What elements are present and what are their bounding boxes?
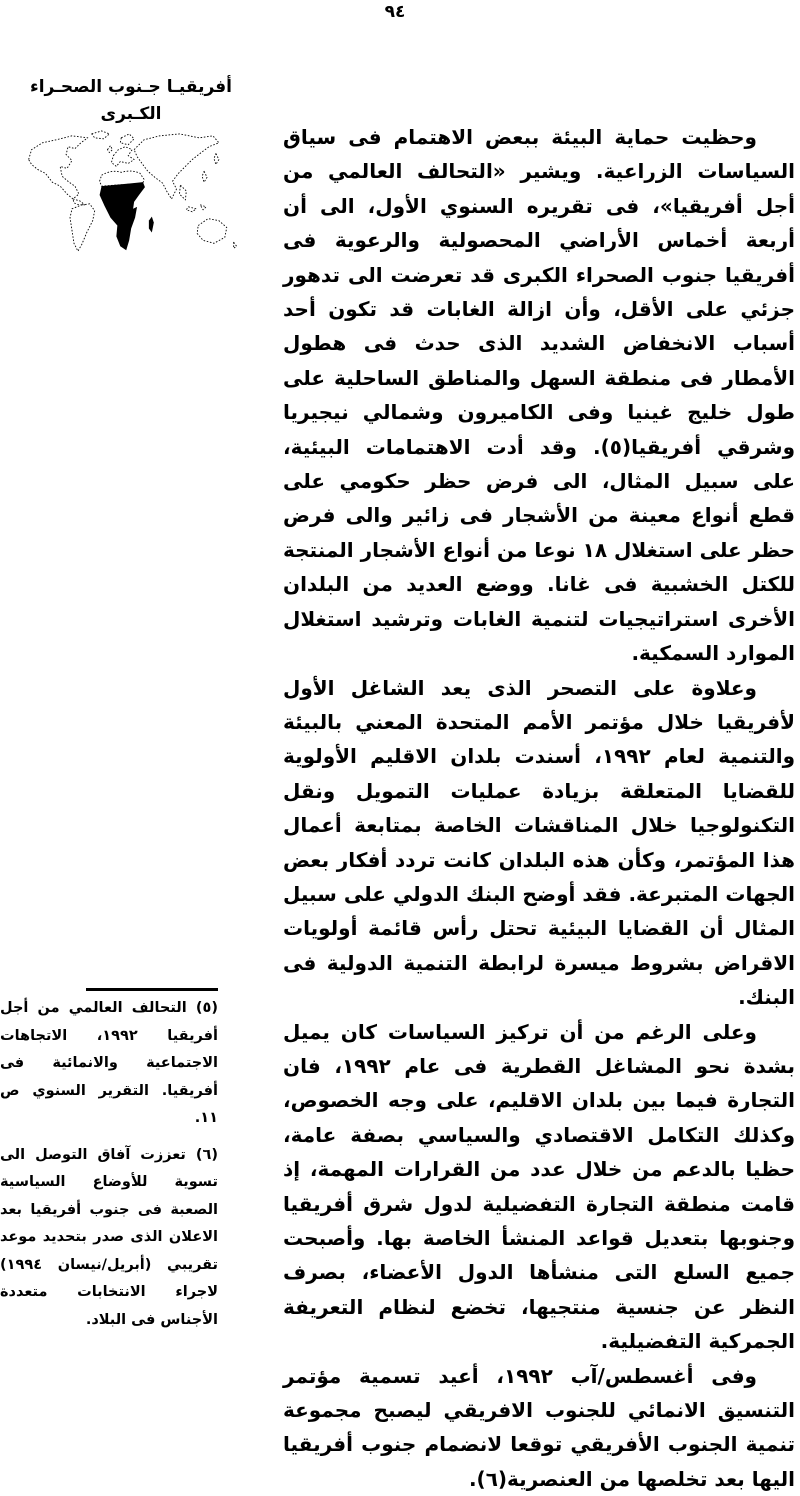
- world-map-subsaharan-africa-icon: [22, 126, 260, 264]
- page-number: ٩٤: [384, 2, 406, 22]
- footnotes-block: [0, 988, 222, 1343]
- footnote-5: (٥) التحالف العالمي من أجل أفريقيا ١٩٩٢، الاتجاهات الاجتماعية والانمائية فى أفريقيا. التقرير السنوي ص ١١.: [0, 1000, 219, 1126]
- paragraph-environment: وحظيت حماية البيئة ببعض الاهتمام فى سياق السياسات الزراعية. ويشير «التحالف العالمي من أجل أفريقيا»، فى تقريره السنوي الأول، الى أن أربعة أخماس الأراضي المحصولية والرعوية فى أفريقيا جنوب الصحراء الكبرى قد تعرضت الى تدهور جزئي على الأقل، وأن ازالة الغابات قد تكون أحد أسباب الانخفاض الشديد الذى حدث فى هطول الأمطار فى منطقة السهل والمناطق الساحلية على طول خليج غينيا وفى الكاميرون وشمالي نيجيريا وشرقي أفريقيا(٥). وقد أدت الاهتمامات البيئية، على سبيل المثال، الى فرض حظر حكومي على قطع أنواع معينة من الأشجار فى زائير والى فرض حظر على استغلال ١٨ نوعا من أنواع الأشجار المنتجة للكتل الخشبية فى غانا. ووضع العديد من البلدان الأخرى استراتيجيات لتنمية الغابات وترشيد استغلال الموارد السمكية.: [283, 125, 795, 666]
- map-caption-line2: الكـبرى: [100, 104, 162, 124]
- paragraph-regional-trade: وعلى الرغم من أن تركيز السياسات كان يميل بشدة نحو المشاغل القطرية فى عام ١٩٩٢، فان التجارة فيما بين بلدان الاقليم، على وجه الخصوص، وكذلك التكامل الاقتصادي والسياسي بصفة عامة، حظيا بالدعم من خلال عدد من القرارات المهمة، إذ قامت منطقة التجارة التفضيلية لدول شرق أفريقيا وجنوبها بتعديل قواعد المنشأ الخاصة بها. وأصبحت جميع السلع التى منشأها الدول الأعضاء، بصرف النظر عن جنسية منتجيها، تخضع لنظام التعريفة الجمركية التفضيلية.: [283, 1019, 795, 1354]
- map-caption-line1: أفريقيـا جـنوب الصحـراء: [30, 77, 232, 97]
- footnote-separator-rule: [86, 988, 218, 991]
- footnote-6: (٦) تعززت آفاق التوصل الى تسوية للأوضاع السياسية الصعبة فى جنوب أفريقيا بعد الاعلان الذى صدر بتحديد موعد تقريبي (أبريل/نيسان ١٩٩٤) لاجراء الانتخابات متعددة الأجناس فى البلاد.: [0, 1146, 218, 1328]
- main-text-column: [283, 120, 795, 1496]
- map-caption: [12, 74, 250, 128]
- paragraph-unced-1992: وعلاوة على التصحر الذى يعد الشاغل الأول لأفريقيا خلال مؤتمر الأمم المتحدة المعني بالبيئة والتنمية لعام ١٩٩٢، أسندت بلدان الاقليم الأولوية للقضايا المتعلقة بزيادة عمليات التمويل ونقل التكنولوجيا خلال المناقشات الخاصة بمتابعة أعمال هذا المؤتمر، وكأن هذه البلدان كانت تردد أفكار بعض الجهات المتبرعة. فقد أوضح البنك الدولي على سبيل المثال أن القضايا البيئية تحتل رأس قائمة أولويات الاقراض بشروط ميسرة لرابطة التنمية الدولية فى البنك.: [283, 675, 795, 1010]
- paragraph-sadc-rename: وفى أغسطس/آب ١٩٩٢، أعيد تسمية مؤتمر التنسيق الانمائي للجنوب الافريقي ليصبح مجموعة تنمية الجنوب الأفريقي توقعا لانضمام جنوب أفريقيا اليها بعد تخلصها من العنصرية(٦).: [283, 1363, 795, 1491]
